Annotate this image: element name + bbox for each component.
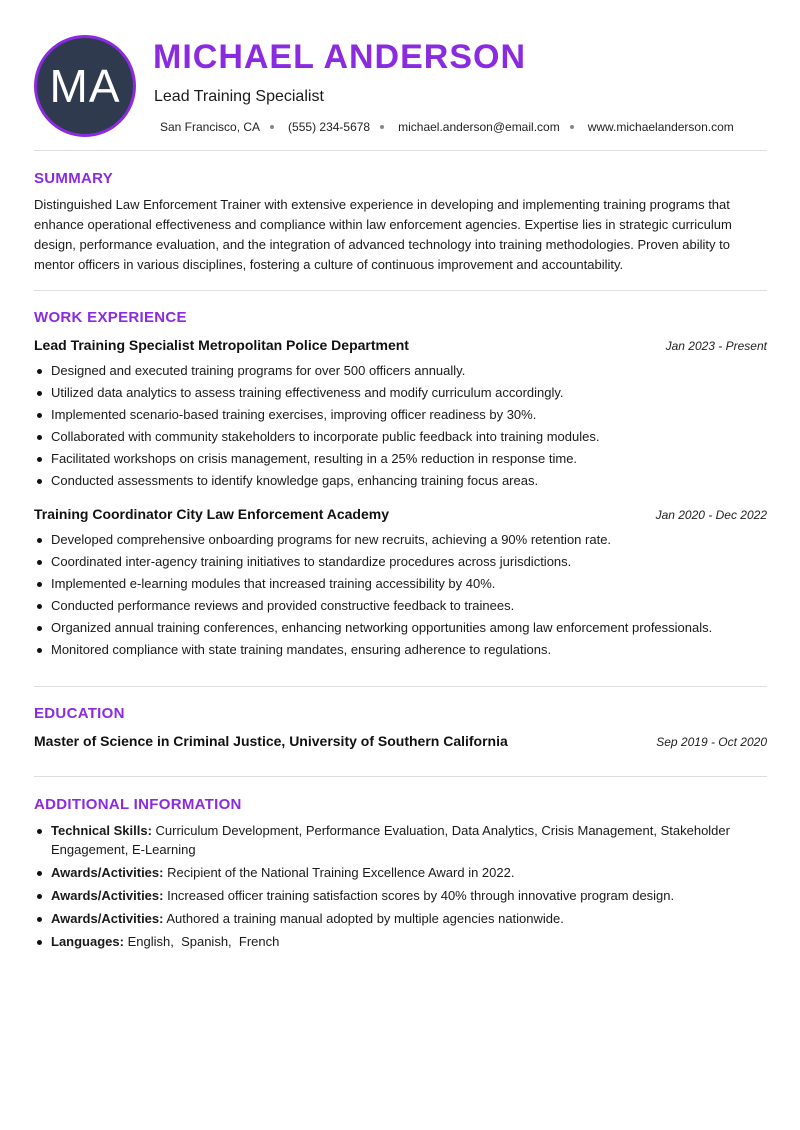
- list-item: Facilitated workshops on crisis management, resulting in a 25% reduction in response time.: [34, 448, 767, 470]
- item-text: Recipient of the National Training Excellence Award in 2022.: [167, 865, 515, 880]
- item-text: Curriculum Development, Performance Evaluation, Data Analytics, Crisis Management, Stakeholder Engagement, E-Learning: [51, 823, 730, 857]
- job-header: [34, 506, 767, 522]
- list-item: [34, 821, 767, 859]
- experience-heading: WORK EXPERIENCE: [34, 309, 187, 326]
- item-label: Languages:: [51, 934, 124, 949]
- list-item: Organized annual training conferences, enhancing networking opportunities among law enforcement professionals.: [34, 617, 767, 639]
- job-bullets: [34, 360, 767, 492]
- item-label: Technical Skills:: [51, 823, 152, 838]
- contact-website[interactable]: www.michaelanderson.com: [587, 120, 734, 134]
- list-item: Implemented scenario-based training exercises, improving officer readiness by 30%.: [34, 404, 767, 426]
- list-item: [34, 886, 767, 905]
- additional-heading: ADDITIONAL INFORMATION: [34, 796, 242, 813]
- separator-dot: [270, 125, 274, 129]
- item-label: Awards/Activities:: [51, 911, 164, 926]
- job-date: Jan 2023 - Present: [665, 339, 767, 353]
- summary-heading: SUMMARY: [34, 170, 114, 187]
- avatar-initials: MA: [49, 60, 121, 112]
- item-label: Awards/Activities:: [51, 888, 164, 903]
- list-item: Utilized data analytics to assess training effectiveness and modify curriculum accordingly.: [34, 382, 767, 404]
- job-date: Jan 2020 - Dec 2022: [655, 508, 767, 522]
- list-item: [34, 932, 767, 951]
- contact-email[interactable]: michael.anderson@email.com: [398, 120, 560, 134]
- job-title: Training Coordinator City Law Enforcement Academy: [34, 506, 389, 522]
- divider: [34, 776, 767, 777]
- candidate-name: MICHAEL ANDERSON: [153, 38, 527, 76]
- job-bullets: [34, 529, 767, 661]
- education-heading: EDUCATION: [34, 705, 125, 722]
- divider: [34, 290, 767, 291]
- divider: [34, 150, 767, 151]
- separator-dot: [380, 125, 384, 129]
- list-item: Coordinated inter-agency training initiatives to standardize procedures across jurisdictions.: [34, 551, 767, 573]
- separator-dot: [570, 125, 574, 129]
- education-date: Sep 2019 - Oct 2020: [656, 735, 767, 749]
- education-entry: [34, 733, 767, 749]
- additional-list: [34, 821, 767, 955]
- list-item: [34, 863, 767, 882]
- item-text: Increased officer training satisfaction scores by 40% through innovative program design.: [167, 888, 675, 903]
- contact-line: [160, 120, 734, 134]
- item-text: Authored a training manual adopted by multiple agencies nationwide.: [166, 911, 564, 926]
- list-item: Designed and executed training programs for over 500 officers annually.: [34, 360, 767, 382]
- job-title: Lead Training Specialist Metropolitan Police Department: [34, 337, 409, 353]
- item-text: English, Spanish, French: [127, 934, 280, 949]
- contact-phone: (555) 234-5678: [288, 120, 371, 134]
- degree: Master of Science in Criminal Justice, University of Southern California: [34, 733, 508, 749]
- list-item: [34, 909, 767, 928]
- summary-text: Distinguished Law Enforcement Trainer with extensive experience in developing and implementing training programs that enhance operational effectiveness and compliance within law enforcement agencies. Expertise lies in strategic curriculum design, performance evaluation, and the integration of advanced technology into training methodologies. Proven ability to mentor officers in various disciplines, fostering a culture of continuous improvement and accountability.: [34, 197, 732, 272]
- list-item: Collaborated with community stakeholders to incorporate public feedback into training modules.: [34, 426, 767, 448]
- list-item: Developed comprehensive onboarding programs for new recruits, achieving a 90% retention rate.: [34, 529, 767, 551]
- job-header: [34, 337, 767, 353]
- candidate-title: Lead Training Specialist: [154, 88, 324, 105]
- list-item: Conducted performance reviews and provided constructive feedback to trainees.: [34, 595, 767, 617]
- list-item: Implemented e-learning modules that increased training accessibility by 40%.: [34, 573, 767, 595]
- item-label: Awards/Activities:: [51, 865, 164, 880]
- divider: [34, 686, 767, 687]
- list-item: Conducted assessments to identify knowledge gaps, enhancing training focus areas.: [34, 470, 767, 492]
- avatar: [34, 35, 136, 137]
- contact-location: San Francisco, CA: [160, 120, 261, 134]
- list-item: Monitored compliance with state training mandates, ensuring adherence to regulations.: [34, 639, 767, 661]
